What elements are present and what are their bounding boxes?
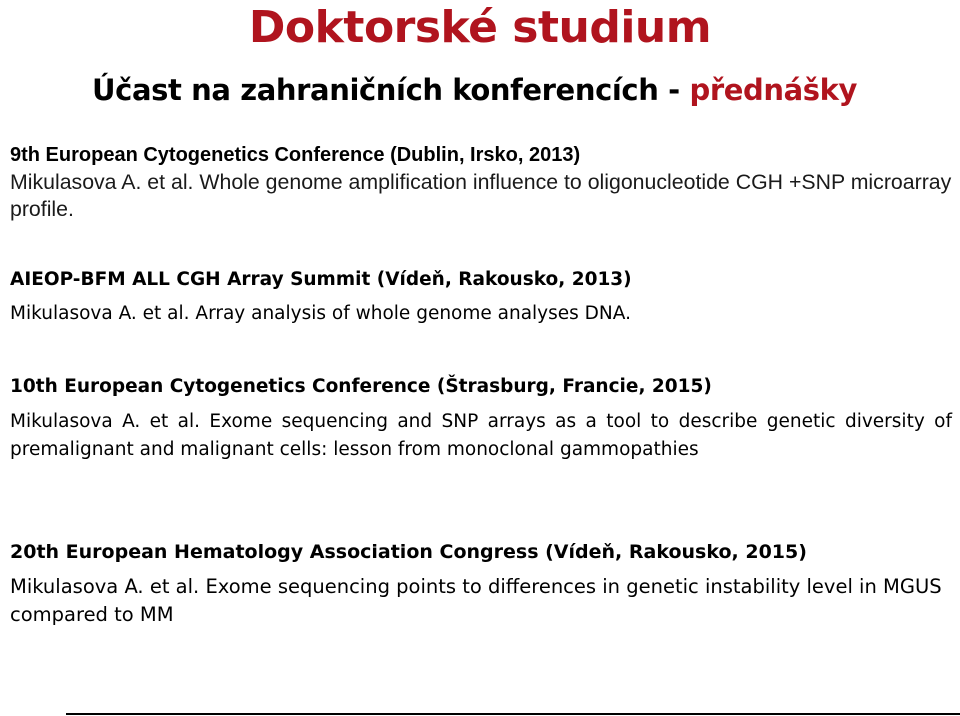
- conference-talk-4: Mikulasova A. et al. Exome sequencing points to differences in genetic instability level in MGUS compared to MM: [10, 575, 942, 626]
- slide-subtitle: [92, 72, 952, 108]
- conference-entry-3: [10, 372, 952, 464]
- conference-entry-2: [10, 266, 952, 334]
- subtitle-accent: přednášky: [689, 73, 858, 107]
- conference-entry-4: [10, 538, 952, 629]
- conference-talk-3: Mikulasova A. et al. Exome sequencing and SNP arrays as a tool to describe genetic diversity of premalignant and malignant cells: lesson from monoclonal gammopathies: [10, 411, 952, 460]
- conference-heading-4: 20th European Hematology Association Congress (Vídeň, Rakousko, 2015): [10, 541, 807, 563]
- conference-heading-3: 10th European Cytogenetics Conference (Štrasburg, Francie, 2015): [10, 376, 712, 397]
- conference-entry-1: [10, 142, 952, 223]
- slide-title: Doktorské studium: [248, 2, 712, 53]
- conference-talk-1: Mikulasova A. et al. Whole genome amplification influence to oligonucleotide CGH +SNP microarray profile.: [10, 170, 952, 221]
- subtitle-lead: Účast na zahraničních konferencích -: [92, 73, 690, 107]
- conference-talk-2: Mikulasova A. et al. Array analysis of whole genome analyses DNA.: [10, 303, 631, 324]
- conference-heading-2: AIEOP-BFM ALL CGH Array Summit (Vídeň, Rakousko, 2013): [10, 269, 632, 290]
- footer-divider: [66, 713, 960, 715]
- conference-heading-1: 9th European Cytogenetics Conference (Dublin, Irsko, 2013): [10, 144, 581, 166]
